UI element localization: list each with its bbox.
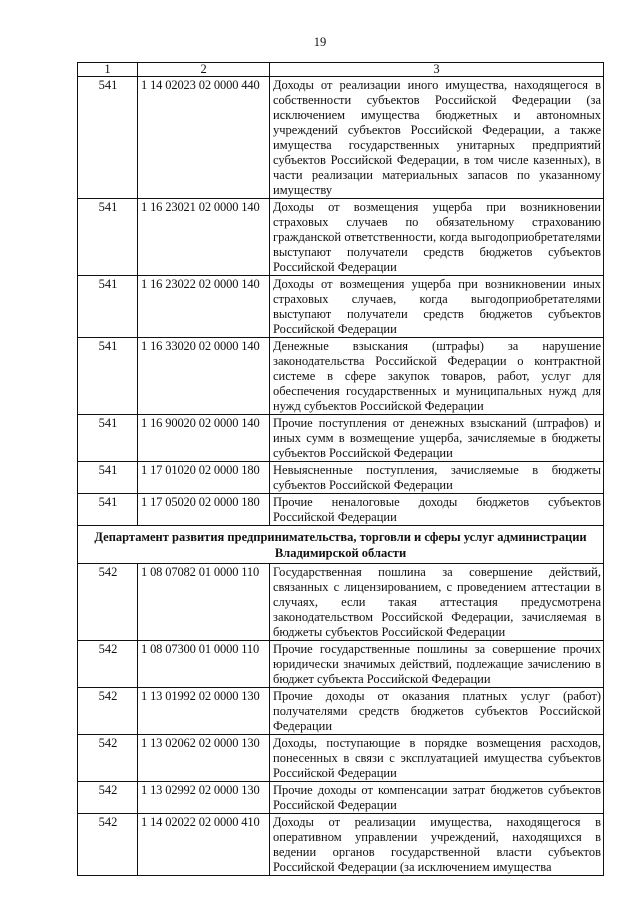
- section-heading: Департамент развития предпринимательства, торговли и сферы услуг администрации Владимирской области: [78, 526, 604, 564]
- table-row: [78, 814, 604, 876]
- description-cell: Доходы от возмещения ущерба при возникновении страховых случаев по обязательному страхованию гражданской ответственности, когда выгодоприобретателями выступают получатели средств бюджетов субъектов Российской Федерации: [270, 199, 604, 276]
- description-cell: Государственная пошлина за совершение действий, связанных с лицензированием, с проведением аттестации в случаях, если такая аттестация предусмотрена законодательством Российской Федерации, зачисляемая в бюджеты субъектов Российской Федерации: [270, 564, 604, 641]
- page-number: 19: [313, 35, 327, 49]
- budget-code-cell: 1 16 33020 02 0000 140: [138, 338, 270, 415]
- admin-code-cell: 542: [78, 782, 138, 814]
- budget-code-cell: 1 13 01992 02 0000 130: [138, 688, 270, 735]
- budget-code-cell: 1 16 90020 02 0000 140: [138, 415, 270, 462]
- table-header-row: [78, 63, 604, 77]
- table-row: [78, 462, 604, 494]
- budget-code-cell: 1 08 07300 01 0000 110: [138, 641, 270, 688]
- table-row: [78, 338, 604, 415]
- description-cell: Прочие доходы от компенсации затрат бюджетов субъектов Российской Федерации: [270, 782, 604, 814]
- description-cell: Доходы от реализации иного имущества, находящегося в собственности субъектов Российской Федерации (за исключением имущества бюджетных и автономных учреждений субъектов Российской Федерации, а также имущества государственных унитарных предприятий субъектов Российской Федерации, в том числе казенных), в части реализации материальных запасов по указанному имуществу: [270, 77, 604, 199]
- budget-code-cell: 1 14 02023 02 0000 440: [138, 77, 270, 199]
- description-cell: Прочие доходы от оказания платных услуг (работ) получателями средств бюджетов субъектов Российской Федерации: [270, 688, 604, 735]
- admin-code-cell: 541: [78, 276, 138, 338]
- table-row: [78, 641, 604, 688]
- table-row: [78, 782, 604, 814]
- description-cell: Доходы, поступающие в порядке возмещения расходов, понесенных в связи с эксплуатацией имущества субъектов Российской Федерации: [270, 735, 604, 782]
- revenue-codes-table: [77, 62, 604, 876]
- budget-code-cell: 1 08 07082 01 0000 110: [138, 564, 270, 641]
- admin-code-cell: 542: [78, 735, 138, 782]
- column-header-1: 1: [78, 63, 138, 77]
- admin-code-cell: 542: [78, 814, 138, 876]
- budget-code-cell: 1 13 02992 02 0000 130: [138, 782, 270, 814]
- budget-code-cell: 1 17 01020 02 0000 180: [138, 462, 270, 494]
- budget-code-cell: 1 17 05020 02 0000 180: [138, 494, 270, 526]
- admin-code-cell: 541: [78, 462, 138, 494]
- admin-code-cell: 541: [78, 338, 138, 415]
- admin-code-cell: 542: [78, 564, 138, 641]
- budget-code-cell: 1 14 02022 02 0000 410: [138, 814, 270, 876]
- admin-code-cell: 542: [78, 641, 138, 688]
- admin-code-cell: 541: [78, 415, 138, 462]
- description-cell: Прочие поступления от денежных взысканий (штрафов) и иных сумм в возмещение ущерба, зачисляемые в бюджеты субъектов Российской Федерации: [270, 415, 604, 462]
- table-row: [78, 688, 604, 735]
- column-header-3: 3: [270, 63, 604, 77]
- description-cell: Доходы от реализации имущества, находящегося в оперативном управлении учреждений, находящихся в ведении органов государственной власти субъектов Российской Федерации (за исключением имущества: [270, 814, 604, 876]
- admin-code-cell: 541: [78, 199, 138, 276]
- table-row: [78, 494, 604, 526]
- budget-code-cell: 1 16 23022 02 0000 140: [138, 276, 270, 338]
- column-header-2: 2: [138, 63, 270, 77]
- table-row: [78, 415, 604, 462]
- admin-code-cell: 541: [78, 494, 138, 526]
- table-row: [78, 276, 604, 338]
- table-row: [78, 77, 604, 199]
- table-row: [78, 199, 604, 276]
- description-cell: Невыясненные поступления, зачисляемые в бюджеты субъектов Российской Федерации: [270, 462, 604, 494]
- section-heading-row: [78, 526, 604, 564]
- admin-code-cell: 542: [78, 688, 138, 735]
- description-cell: Денежные взыскания (штрафы) за нарушение законодательства Российской Федерации о контрактной системе в сфере закупок товаров, работ, услуг для обеспечения государственных и муниципальных нужд для нужд субъектов Российской Федерации: [270, 338, 604, 415]
- description-cell: Прочие неналоговые доходы бюджетов субъектов Российской Федерации: [270, 494, 604, 526]
- budget-code-cell: 1 13 02062 02 0000 130: [138, 735, 270, 782]
- description-cell: Прочие государственные пошлины за совершение прочих юридически значимых действий, подлежащие зачислению в бюджет субъекта Российской Федерации: [270, 641, 604, 688]
- budget-code-cell: 1 16 23021 02 0000 140: [138, 199, 270, 276]
- table-row: [78, 735, 604, 782]
- description-cell: Доходы от возмещения ущерба при возникновении иных страховых случаев, когда выгодоприобретателями выступают получатели средств бюджетов субъектов Российской Федерации: [270, 276, 604, 338]
- admin-code-cell: 541: [78, 77, 138, 199]
- table-row: [78, 564, 604, 641]
